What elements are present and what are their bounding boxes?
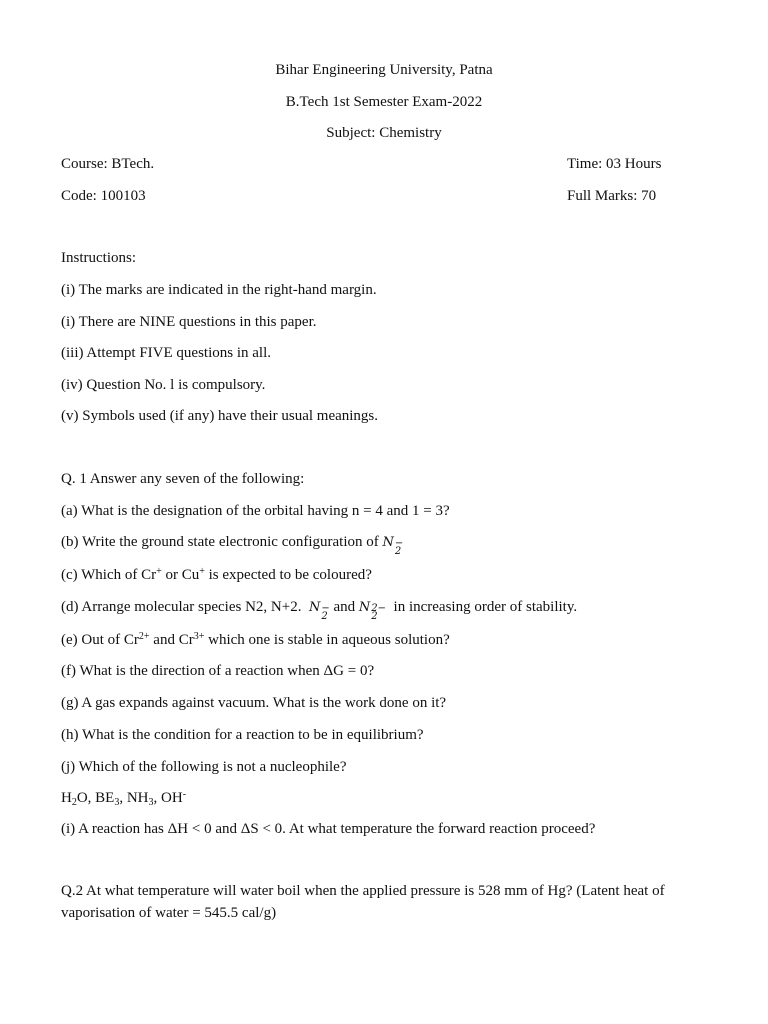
question-1e-text: (e) Out of Cr — [61, 632, 139, 648]
n2-subscript: 2 — [394, 546, 402, 557]
n2-2minus-subscript: 2 — [371, 611, 378, 622]
cr3-charge: 3+ — [193, 631, 205, 642]
oh-charge: - — [182, 789, 187, 800]
n2-minus-symbol: N — [308, 600, 321, 615]
code-label: Code: 100103 — [61, 188, 146, 204]
course-label: Course: BTech. — [61, 156, 155, 172]
question-1e — [61, 631, 450, 649]
n2-charge: − — [394, 538, 404, 549]
n2-minus-charge: − — [321, 603, 330, 614]
n2-2minus-charge: 2− — [371, 603, 387, 614]
exam-title: B.Tech 1st Semester Exam-2022 — [285, 94, 483, 110]
question-1h: (h) What is the condition for a reaction to be in equilibrium? — [61, 727, 424, 743]
n2-minus-scripts — [321, 605, 329, 621]
question-1a: (a) What is the designation of the orbital having n = 4 and 1 = 3? — [61, 503, 450, 519]
question-1e-end: which one is stable in aqueous solution? — [204, 632, 450, 648]
question-1c-mid: or Cu — [161, 567, 200, 583]
question-1c-end: is expected to be coloured? — [204, 567, 372, 583]
cr2-charge: 2+ — [138, 631, 150, 642]
question-1d-end: in increasing order of stability. — [386, 599, 578, 615]
question-1b-text: (b) Write the ground state electronic configuration of — [61, 534, 383, 550]
instruction-item: (v) Symbols used (if any) have their usual meanings. — [61, 408, 379, 424]
question-1j: (j) Which of the following is not a nucleophile? — [61, 759, 347, 775]
question-1d — [61, 598, 577, 621]
instruction-item: (iv) Question No. l is compulsory. — [61, 377, 266, 393]
question-1d-and: and — [329, 599, 359, 615]
question-2: Q.2 At what temperature will water boil when the applied pressure is 528 mm of Hg? (Latent heat of vaporisation of water = 545.5 cal/g) — [61, 883, 665, 921]
question-1g: (g) A gas expands against vacuum. What is the work done on it? — [61, 695, 447, 711]
n2-symbol: N — [382, 535, 394, 550]
h2o-subscript: 2 — [71, 797, 77, 808]
instructions-heading: Instructions: — [61, 250, 136, 266]
instruction-item: (i) The marks are indicated in the right-hand margin. — [61, 282, 377, 298]
instruction-item: (i) There are NINE questions in this paper. — [61, 314, 317, 330]
full-marks-label: Full Marks: 70 — [567, 188, 657, 204]
question-1-heading: Q. 1 Answer any seven of the following: — [61, 471, 305, 487]
question-1f: (f) What is the direction of a reaction when ΔG = 0? — [61, 663, 375, 679]
question-1b — [61, 533, 403, 556]
be3-subscript: 3 — [114, 797, 120, 808]
question-1e-mid: and Cr — [149, 632, 194, 648]
h2o-h: H — [61, 790, 72, 806]
subject-title: Subject: Chemistry — [326, 125, 442, 141]
question-1i: (i) A reaction has ΔH < 0 and ΔS < 0. At what temperature the forward reaction proceed? — [61, 821, 596, 837]
oh-text: , OH — [153, 790, 183, 806]
instruction-item: (iii) Attempt FIVE questions in all. — [61, 345, 271, 361]
nh3-subscript: 3 — [148, 797, 154, 808]
university-name: Bihar Engineering University, Patna — [275, 62, 493, 78]
n2-2minus-scripts — [371, 605, 386, 621]
n2-minus-subscript: 2 — [321, 611, 328, 622]
question-1d-text: (d) Arrange molecular species N2, N+2. — [61, 599, 309, 615]
cu-charge: + — [199, 566, 205, 577]
question-1j-options — [61, 789, 186, 807]
time-label: Time: 03 Hours — [567, 156, 662, 172]
n2-scripts — [395, 540, 403, 556]
question-1c — [61, 566, 372, 584]
n2-2minus-symbol: N — [358, 600, 371, 615]
nh3-text: , NH — [119, 790, 149, 806]
cr-charge: + — [156, 566, 162, 577]
question-1c-text: (c) Which of Cr — [61, 567, 157, 583]
h2o-rest: O, BE — [76, 790, 115, 806]
